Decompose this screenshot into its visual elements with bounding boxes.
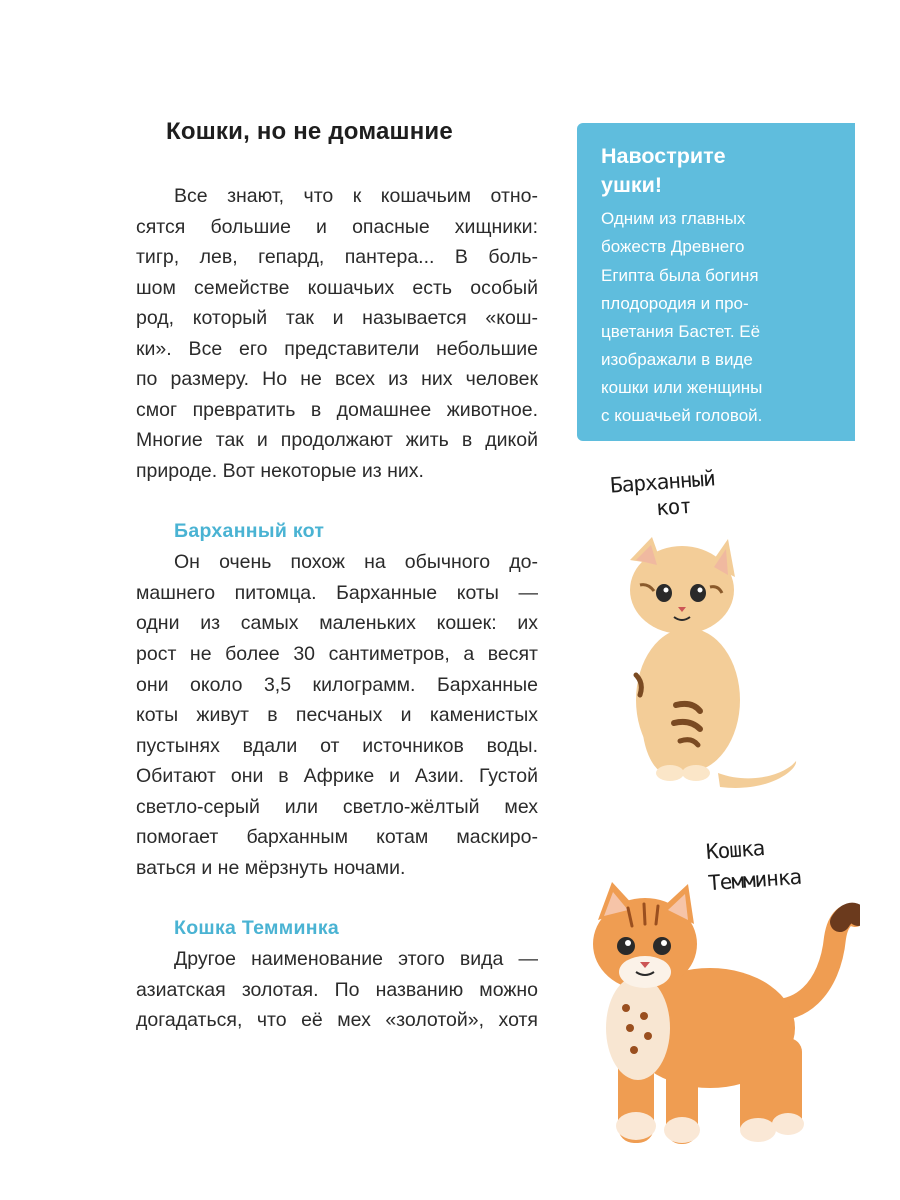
text-line: Все знают, что к кошачьим отно-	[174, 185, 538, 207]
temminck-cat-illustration	[590, 878, 860, 1158]
sidebar-title: ушки!	[601, 173, 663, 197]
text-line: помогает барханным котам маскиро-	[136, 826, 538, 848]
sand-cat-illustration	[600, 525, 800, 805]
sidebar-text-line: божеств Древнего	[601, 237, 745, 256]
caption-sand-cat: Барханный	[609, 466, 716, 498]
text-line: по размеру. Но не всех из них человек	[136, 368, 538, 390]
text-line: догадаться, что её мех «золотой», хотя	[136, 1009, 538, 1031]
sidebar-text-line: кошки или женщины	[601, 378, 763, 397]
text-line: ки». Все его представители небольшие	[136, 338, 538, 360]
sidebar-text-line: с кошачьей головой.	[601, 406, 763, 425]
caption-temminck: Темминка	[707, 864, 802, 896]
text-line: Многие так и продолжают жить в дикой	[136, 429, 538, 451]
text-line: одни из самых маленьких кошек: их	[136, 612, 538, 634]
page-title: Кошки, но не домашние	[166, 118, 453, 145]
section-heading-sand-cat: Барханный кот	[174, 520, 325, 542]
sidebar-text-line: плодородия и про-	[601, 294, 749, 313]
text-line: Он очень похож на обычного до-	[174, 551, 538, 573]
text-line: тигр, лев, гепард, пантера... В боль-	[136, 246, 538, 268]
text-line: светло-серый или светло-жёлтый мех	[136, 796, 538, 818]
sidebar-text-line: Одним из главных	[601, 209, 746, 228]
text-line: ваться и не мёрзнуть ночами.	[136, 857, 406, 879]
text-line: пустынях вдали от источников воды.	[136, 735, 538, 757]
text-line: азиатская золотая. По названию можно	[136, 979, 538, 1001]
text-line: коты живут в песчаных и каменистых	[136, 704, 538, 726]
text-line: они около 3,5 килограмм. Барханные	[136, 674, 538, 696]
text-line: шом семействе кошачьих есть особый	[136, 277, 538, 299]
text-line: Другое наименование этого вида —	[174, 948, 538, 970]
sidebar-title: Навострите	[601, 144, 726, 168]
text-line: род, который так и называется «кош-	[136, 307, 538, 329]
section-heading-temminck: Кошка Темминка	[174, 917, 340, 939]
text-line: смог превратить в домашнее животное.	[136, 399, 538, 421]
text-line: рост не более 30 сантиметров, а весят	[136, 643, 538, 665]
caption-temminck: Кошка	[705, 835, 765, 865]
text-line: машнего питомца. Барханные коты —	[136, 582, 538, 604]
caption-sand-cat: кот	[655, 493, 692, 521]
sidebar-text-line: изображали в виде	[601, 350, 753, 369]
text-line: Обитают они в Африке и Азии. Густой	[136, 765, 538, 787]
text-line: сятся большие и опасные хищники:	[136, 216, 538, 238]
sidebar-text-line: Египта была богиня	[601, 266, 759, 285]
text-line: природе. Вот некоторые из них.	[136, 460, 424, 482]
sidebar-text-line: цветания Бастет. Её	[601, 322, 761, 341]
